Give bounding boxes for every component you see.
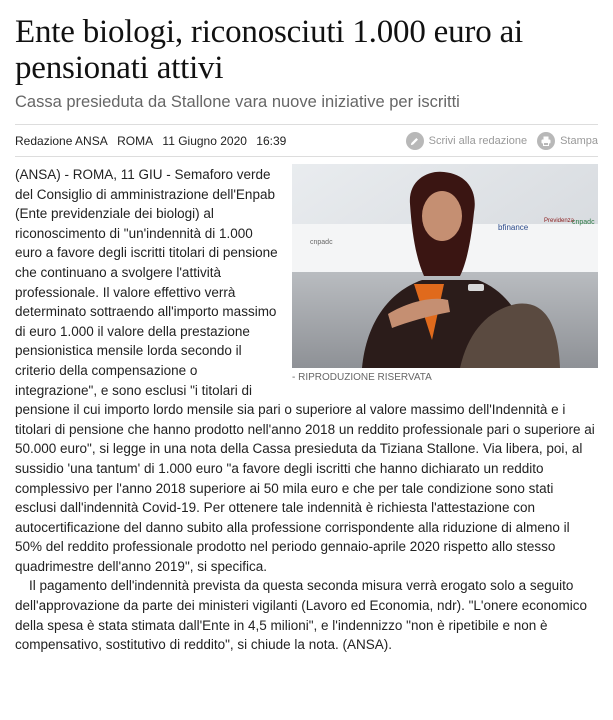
date-label: 11 Giugno 2020 bbox=[162, 134, 247, 148]
article-actions bbox=[406, 132, 598, 150]
backdrop-logo: cnpadc bbox=[572, 219, 595, 226]
pencil-icon bbox=[406, 132, 424, 150]
article-byline bbox=[15, 134, 292, 148]
article-paragraph: Il pagamento dell'indennità prevista da questa seconda misura verrà erogato solo a seguito dell'approvazione da parte dei ministeri vigilanti (Lavoro ed Economia, ndr). "L'onere economico della spesa è stata stimata dall'Ente in 4,5 milioni", e l'indennizzo "non è ripetibile e non è compensativo, sostitutivo di reddito", si chiude la nota. (ANSA). bbox=[15, 578, 588, 653]
photo-caption: - RIPRODUZIONE RISERVATA bbox=[292, 372, 432, 383]
article-body bbox=[15, 165, 598, 655]
printer-icon bbox=[537, 132, 555, 150]
backdrop-logo: Previdenza bbox=[544, 218, 575, 224]
write-to-editor-label: Scrivi alla redazione bbox=[428, 135, 528, 147]
write-to-editor-button[interactable] bbox=[406, 132, 527, 150]
time-label: 16:39 bbox=[256, 134, 287, 148]
article-subheadline: Cassa presieduta da Stallone vara nuove iniziative per iscritti bbox=[15, 93, 460, 111]
author-label: Redazione ANSA bbox=[15, 134, 108, 148]
print-button[interactable] bbox=[537, 132, 598, 150]
article-headline: Ente biologi, riconosciuti 1.000 euro ai pensionati attivi bbox=[15, 14, 523, 86]
backdrop-logo: cnpadc bbox=[310, 239, 333, 246]
article-paragraph: (ANSA) - ROMA, 11 GIU - Semaforo verde del Consiglio di amministrazione dell'Enpab (Ente previdenziale dei biologi) al riconoscimento di "un'indennità di 1.000 euro a favore degli iscritti titolari di pensione che continuano a svolgere l'attività professionale. Il valore effettivo verrà determinato sottraendo all'importo massimo di euro 1.000 il valore della prestazione pensionistica mensile lorda secondo il criterio della compensazione o integrazione", e sono esclusi "i titolari di pensione il cui importo lordo mensile sia pari o superiore al valore massimo dell'Indennità e i titolari di pensione che hanno prodotto nell'anno 2018 un reddito professionale pari o superiore ai 50.000 euro", si legge in una nota della Cassa presieduta da Tiziana Stallone. Via libera, poi, al sussidio 'una tantum' di 1.000 euro "a favore degli iscritti che hanno dichiarato un reddito complessivo per l'anno 2018 superiore ai 50 mila euro e che per tale condizione sono stati esclusi dall'indennità Covid-19. Per ottenere tale indennità è richiesta l'attestazione con autocertificazione del danno subito alla professione corrispondente alla riduzione di almeno il 50% del reddito professionale prodotto nel periodo gennaio-aprile 2020 rispetto allo stesso quadrimestre dell'anno 2019", si specifica. bbox=[15, 167, 595, 574]
article-figure bbox=[292, 164, 598, 384]
backdrop-logo: bfinance bbox=[498, 223, 529, 232]
article-meta-bar bbox=[15, 124, 598, 157]
article-photo[interactable] bbox=[292, 164, 598, 368]
location-label: ROMA bbox=[117, 134, 154, 148]
print-label: Stampa bbox=[560, 135, 598, 147]
